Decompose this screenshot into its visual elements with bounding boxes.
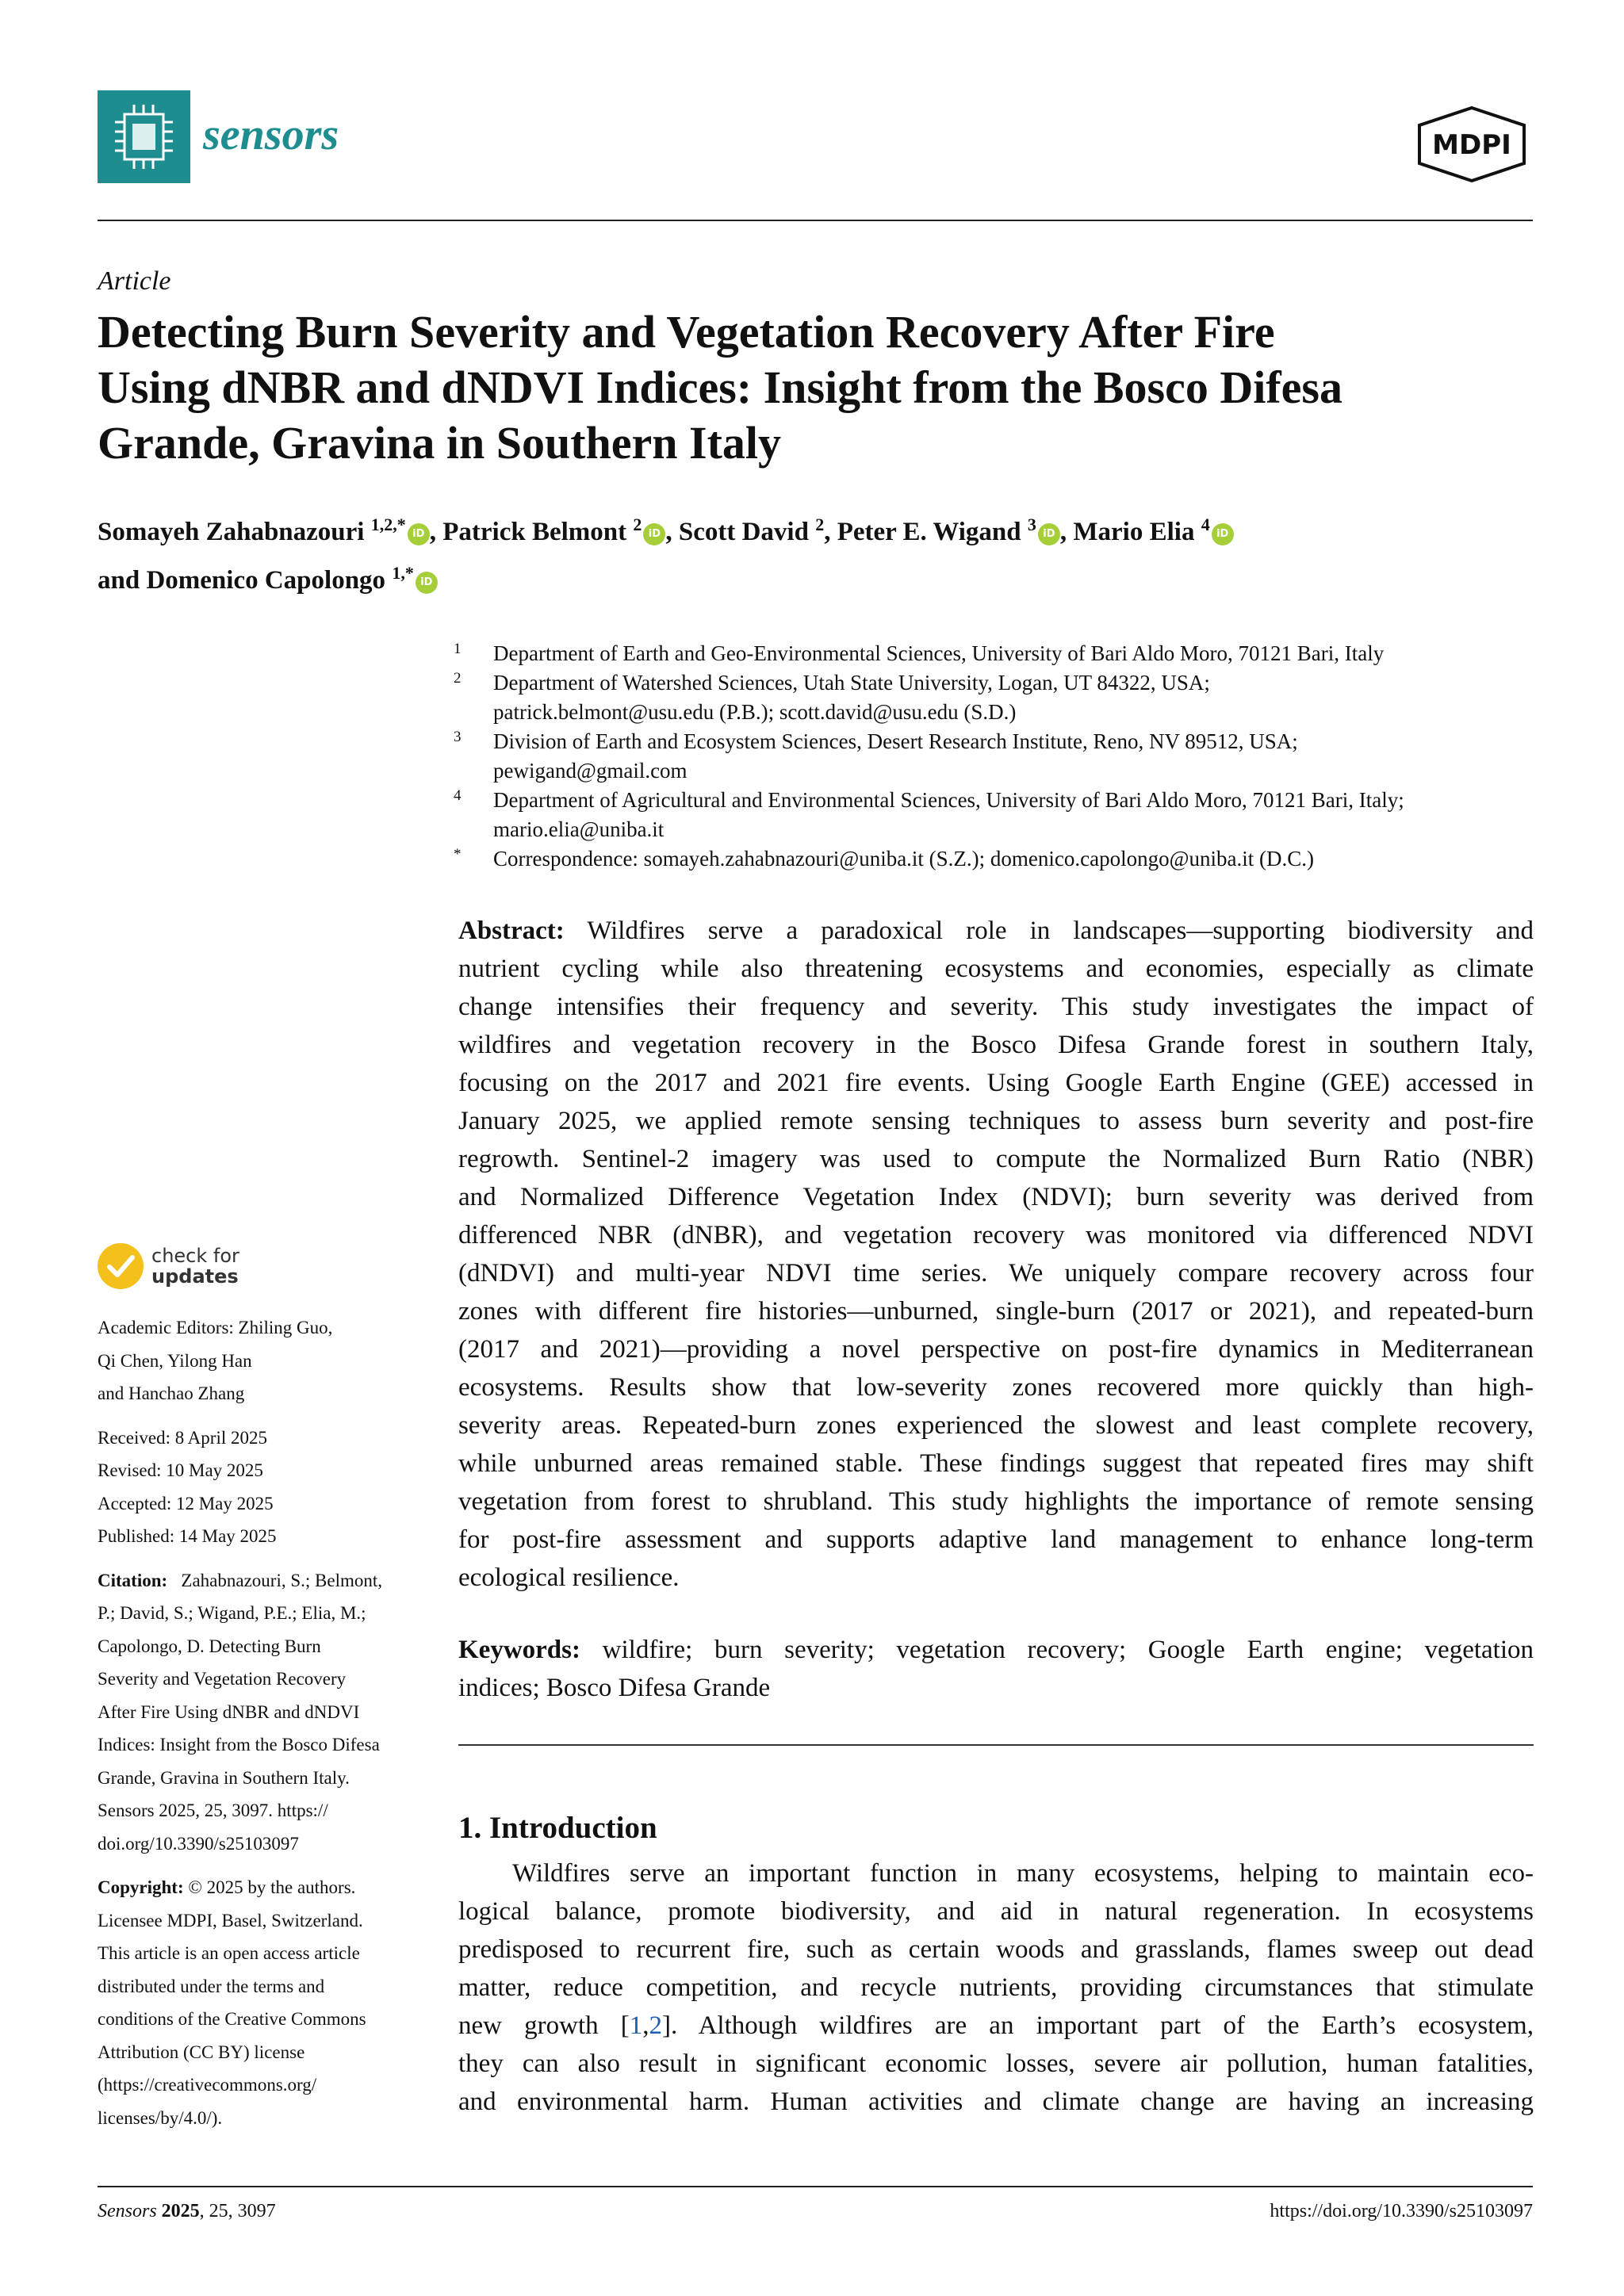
abstract-line: while unburned areas remained stable. These findings suggest that repeated fires may shift <box>458 1449 1534 1478</box>
sidebar-line: After Fire Using dNBR and dNDVI <box>98 1701 360 1722</box>
sidebar-line: Capolongo, D. Detecting Burn <box>98 1636 321 1656</box>
abstract-line: vegetation from forest to shrubland. This study highlights the importance of remote sensing <box>458 1487 1534 1516</box>
copyright-block <box>98 1871 431 2134</box>
sidebar-line: This article is an open access article <box>98 1943 360 1963</box>
author-affiliation-marker: 1,2,* <box>370 515 406 534</box>
author-list <box>98 504 1549 601</box>
affiliation-marker: * <box>454 846 462 863</box>
footer-volume: , 25, 3097 <box>199 2201 276 2221</box>
abstract-line: wildfires and vegetation recovery in the Bosco Difesa Grande forest in southern Italy, <box>458 1031 1534 1059</box>
footer-year: 2025 <box>161 2201 200 2221</box>
affiliation-item <box>444 668 1538 727</box>
academic-editors <box>98 1311 431 1410</box>
abstract-line: (2017 and 2021)—providing a novel perspective on post-fire dynamics in Mediterranean <box>458 1335 1534 1364</box>
keywords <box>458 1631 1534 1707</box>
affiliation-text: Department of Watershed Sciences, Utah State University, Logan, UT 84322, USA; <box>493 671 1210 695</box>
received-date: Received: 8 April 2025 <box>98 1427 267 1448</box>
author-name: Patrick Belmont <box>442 518 627 546</box>
sidebar-line: Sensors 2025, 25, 3097. https:// <box>98 1800 328 1820</box>
introduction-body <box>458 1854 1534 2121</box>
abstract-line: nutrient cycling while also threatening ecosystems and economies, especially as climate <box>458 955 1534 983</box>
author-line: and Domenico Capolongo $^{1,*}$ iD <box>98 553 1549 601</box>
abstract-line: for post-fire assessment and supports adaptive land management to enhance long-term <box>458 1525 1534 1554</box>
author-name: Scott David <box>678 518 809 546</box>
license-link[interactable]: (https://creativecommons.org/ <box>98 2075 317 2095</box>
keywords-line <box>458 1631 1534 1669</box>
affiliation-email[interactable]: patrick.belmont@usu.edu (P.B.); scott.david@usu.edu (S.D.) <box>493 700 1017 724</box>
affiliation-text: Department of Agricultural and Environmental Sciences, University of Bari Aldo Moro, 70121 Bari, Italy; <box>493 788 1404 812</box>
author-affiliation-marker: 4 <box>1201 515 1210 534</box>
article-title <box>98 304 1549 471</box>
doi-link[interactable]: doi.org/10.3390/s25103097 <box>98 1833 299 1854</box>
abstract-line: ecological resilience. <box>458 1563 680 1592</box>
affiliation-item <box>444 727 1538 786</box>
sidebar-line <box>98 1564 431 1598</box>
abstract-line: regrowth. Sentinel-2 imagery was used to compute the Normalized Burn Ratio (NBR) <box>458 1145 1534 1173</box>
orcid-icon[interactable]: iD <box>416 572 438 594</box>
citation-link[interactable]: 1 <box>629 2011 643 2040</box>
body-line: they can also result in significant economic losses, severe air pollution, human fatalities, <box>458 2049 1534 2078</box>
abstract-line: focusing on the 2017 and 2021 fire events. Using Google Earth Engine (GEE) accessed in <box>458 1069 1534 1097</box>
affiliation-marker: 4 <box>454 787 462 804</box>
sidebar-line: Qi Chen, Yilong Han <box>98 1350 252 1371</box>
citation-label: Citation: <box>98 1570 168 1590</box>
abstract-label: Abstract: <box>458 916 565 945</box>
sidebar-line: Attribution (CC BY) license <box>98 2042 305 2062</box>
author-affiliation-marker: 2 <box>633 515 642 534</box>
abstract-line: (dNDVI) and multi-year NDVI time series. We uniquely compare recovery across four <box>458 1259 1534 1288</box>
sidebar-metadata <box>98 1311 431 2145</box>
orcid-icon[interactable]: iD <box>643 523 665 545</box>
publisher-name: MDPI <box>1432 129 1511 161</box>
author-affiliation-marker: 3 <box>1027 515 1036 534</box>
affiliation-item <box>444 639 1538 668</box>
affiliation-email[interactable]: mario.elia@uniba.it <box>493 817 665 841</box>
journal-logo-icon <box>98 90 190 183</box>
affiliation-text: Division of Earth and Ecosystem Sciences, Desert Research Institute, Reno, NV 89512, USA; <box>493 729 1298 753</box>
accepted-date: Accepted: 12 May 2025 <box>98 1493 274 1513</box>
footer-journal: Sensors <box>98 2201 157 2221</box>
author-name: Somayeh Zahabnazouri <box>98 518 365 546</box>
check-icon <box>98 1243 144 1289</box>
abstract-line: zones with different fire histories—unburned, single-burn (2017 or 2021), and repeated-burn <box>458 1297 1534 1326</box>
abstract-line: January 2025, we applied remote sensing techniques to assess burn severity and post-fire <box>458 1107 1534 1135</box>
affiliation-item <box>444 786 1538 844</box>
abstract-line: and Normalized Difference Vegetation Index (NDVI); burn severity was derived from <box>458 1183 1534 1211</box>
keywords-line: indices; Bosco Difesa Grande <box>458 1674 771 1702</box>
title-line: Grande, Gravina in Southern Italy <box>98 417 782 469</box>
orcid-icon[interactable]: iD <box>1212 523 1234 545</box>
abstract-line <box>458 912 1534 950</box>
revised-date: Revised: 10 May 2025 <box>98 1460 263 1480</box>
abstract-line: severity areas. Repeated-burn zones experienced the slowest and least complete recovery, <box>458 1411 1534 1440</box>
affiliations <box>444 639 1538 874</box>
footer-doi-link[interactable]: https://doi.org/10.3390/s25103097 <box>1270 2201 1533 2221</box>
mdpi-logo <box>1413 105 1530 184</box>
title-line: Detecting Burn Severity and Vegetation Recovery After Fire <box>98 306 1275 358</box>
copyright-label: Copyright: <box>98 1877 184 1897</box>
author-name: Peter E. Wigand <box>837 518 1021 546</box>
abstract-line: ecosystems. Results show that low-severity zones recovered more quickly than high- <box>458 1373 1534 1402</box>
sidebar-line: conditions of the Creative Commons <box>98 2009 366 2029</box>
correspondence-item <box>444 844 1538 874</box>
orcid-icon[interactable]: iD <box>408 523 430 545</box>
body-text: , <box>642 2011 649 2040</box>
title-line: Using dNBR and dNDVI Indices: Insight from the Bosco Difesa <box>98 362 1342 413</box>
orcid-icon[interactable]: iD <box>1038 523 1060 545</box>
sidebar-line: Grande, Gravina in Southern Italy. <box>98 1767 350 1788</box>
sidebar-line: distributed under the terms and <box>98 1976 325 1996</box>
sidebar-line <box>98 1871 431 1904</box>
section-heading: 1. Introduction <box>458 1811 657 1845</box>
citation-link[interactable]: 2 <box>649 2011 663 2040</box>
sidebar-line: Academic Editors: Zhiling Guo, <box>98 1318 333 1337</box>
footer-citation <box>98 2201 276 2222</box>
body-line: matter, reduce competition, and recycle nutrients, providing circumstances that stimulate <box>458 1973 1534 2002</box>
affiliation-marker: 3 <box>454 729 462 745</box>
check-updates-label: updates <box>151 1265 239 1288</box>
check-updates-label: check for <box>151 1245 239 1267</box>
publication-dates <box>98 1422 431 1553</box>
sidebar-text: Zahabnazouri, S.; Belmont, <box>181 1570 383 1590</box>
abstract-text: Wildfires serve a paradoxical role in landscapes—supporting biodiversity and <box>587 916 1534 945</box>
body-text: new growth [ <box>458 2011 630 2040</box>
sidebar-line: P.; David, S.; Wigand, P.E.; Elia, M.; <box>98 1603 366 1623</box>
affiliation-marker: 1 <box>454 641 462 657</box>
author-name: Mario Elia <box>1073 518 1195 546</box>
sidebar-line: and Hanchao Zhang <box>98 1383 245 1403</box>
author-affiliation-marker: 1,* <box>392 563 414 583</box>
affiliation-text: Department of Earth and Geo-Environmental Sciences, University of Bari Aldo Moro, 70121 Bari, Italy <box>493 641 1385 665</box>
abstract <box>458 912 1534 1597</box>
license-link[interactable]: licenses/by/4.0/). <box>98 2107 223 2128</box>
affiliation-email[interactable]: pewigand@gmail.com <box>493 759 688 783</box>
published-date: Published: 14 May 2025 <box>98 1526 277 1546</box>
sidebar-line: Severity and Vegetation Recovery <box>98 1669 347 1689</box>
body-line: logical balance, promote biodiversity, and aid in natural regeneration. In ecosystems <box>458 1897 1534 1926</box>
body-line <box>458 2007 1534 2045</box>
keywords-text: wildfire; burn severity; vegetation recovery; Google Earth engine; vegetation <box>602 1636 1534 1664</box>
author-line: Somayeh Zahabnazouri $^{1,2,*}$ iD , Patrick Belmont $^2$ iD , Scott David $^2$, Peter E. Wigand $^3$ iD , Mario Elia $^4$ iD <box>98 504 1549 553</box>
body-line: predisposed to recurrent fire, such as certain woods and grasslands, flames sweep out dead <box>458 1935 1534 1964</box>
header-divider <box>98 220 1533 221</box>
footer-divider <box>98 2186 1533 2187</box>
body-line: Wildfires serve an important function in many ecosystems, helping to maintain eco- <box>512 1859 1534 1888</box>
keywords-label: Keywords: <box>458 1636 580 1664</box>
sidebar-line: Indices: Insight from the Bosco Difesa <box>98 1735 380 1755</box>
check-for-updates-button[interactable] <box>98 1243 256 1291</box>
body-line: and environmental harm. Human activities and climate change are having an increasing <box>458 2087 1534 2116</box>
affiliation-marker: 2 <box>454 670 462 687</box>
citation-block <box>98 1564 431 1861</box>
sidebar-line: Licensee MDPI, Basel, Switzerland. <box>98 1910 363 1931</box>
section-divider <box>458 1744 1534 1746</box>
author-name: Domenico Capolongo <box>146 566 386 595</box>
sidebar-text: © 2025 by the authors. <box>188 1877 356 1897</box>
author-affiliation-marker: 2 <box>815 515 825 534</box>
correspondence-text[interactable]: Correspondence: somayeh.zahabnazouri@uniba.it (S.Z.); domenico.capolongo@uniba.it (D.C.) <box>493 847 1314 871</box>
abstract-line: differenced NBR (dNBR), and vegetation recovery was monitored via differenced NDVI <box>458 1221 1534 1249</box>
journal-name: sensors <box>203 110 339 159</box>
article-type: Article <box>98 266 171 296</box>
body-text: ]. Although wildfires are an important part of the Earth’s ecosystem, <box>662 2011 1534 2040</box>
abstract-line: change intensifies their frequency and severity. This study investigates the impact of <box>458 993 1534 1021</box>
